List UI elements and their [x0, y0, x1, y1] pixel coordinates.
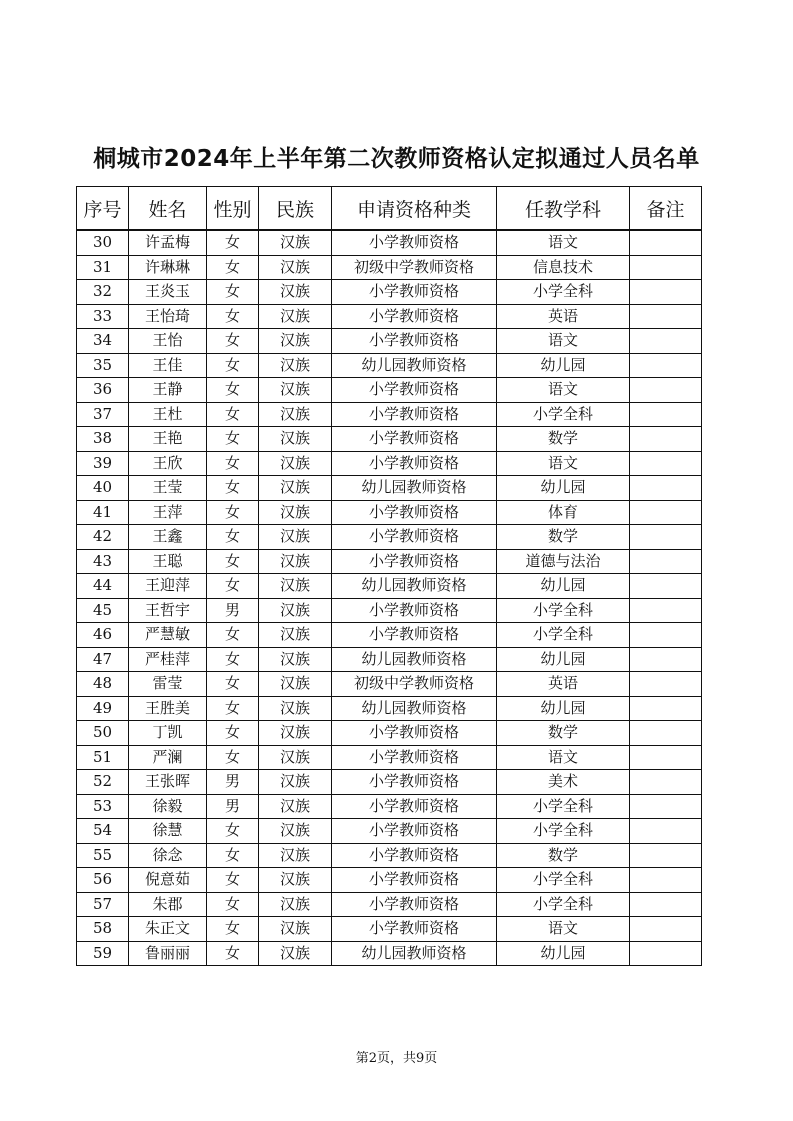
cell-gender: 男: [207, 794, 259, 819]
table-row: [77, 868, 702, 893]
roster-table: [76, 186, 702, 966]
cell-no: 39: [77, 451, 129, 476]
cell-remark: [630, 819, 702, 844]
cell-ethnicity: 汉族: [259, 476, 332, 501]
cell-name: 严慧敏: [129, 623, 207, 648]
cell-gender: 男: [207, 770, 259, 795]
cell-subject: 语文: [497, 745, 630, 770]
cell-remark: [630, 402, 702, 427]
cell-gender: 男: [207, 598, 259, 623]
cell-gender: 女: [207, 623, 259, 648]
table-row: [77, 500, 702, 525]
cell-name: 严桂萍: [129, 647, 207, 672]
cell-subject: 信息技术: [497, 255, 630, 280]
cell-remark: [630, 304, 702, 329]
cell-no: 30: [77, 230, 129, 255]
table-row: [77, 745, 702, 770]
cell-gender: 女: [207, 402, 259, 427]
cell-ethnicity: 汉族: [259, 917, 332, 942]
cell-subject: 体育: [497, 500, 630, 525]
header-row: [77, 187, 702, 231]
cell-ethnicity: 汉族: [259, 549, 332, 574]
cell-qualification: 幼儿园教师资格: [332, 574, 497, 599]
col-header-remark: 备注: [630, 187, 702, 231]
table-row: [77, 476, 702, 501]
cell-qualification: 小学教师资格: [332, 770, 497, 795]
cell-ethnicity: 汉族: [259, 868, 332, 893]
cell-subject: 小学全科: [497, 598, 630, 623]
cell-subject: 幼儿园: [497, 941, 630, 966]
cell-name: 朱正文: [129, 917, 207, 942]
cell-subject: 美术: [497, 770, 630, 795]
cell-qualification: 幼儿园教师资格: [332, 647, 497, 672]
cell-qualification: 小学教师资格: [332, 500, 497, 525]
cell-name: 王哲宇: [129, 598, 207, 623]
cell-name: 王胜美: [129, 696, 207, 721]
table-row: [77, 230, 702, 255]
cell-remark: [630, 917, 702, 942]
cell-qualification: 小学教师资格: [332, 304, 497, 329]
cell-ethnicity: 汉族: [259, 892, 332, 917]
cell-qualification: 幼儿园教师资格: [332, 353, 497, 378]
table-row: [77, 892, 702, 917]
cell-subject: 幼儿园: [497, 696, 630, 721]
cell-remark: [630, 378, 702, 403]
table-row: [77, 696, 702, 721]
cell-ethnicity: 汉族: [259, 451, 332, 476]
cell-subject: 语文: [497, 230, 630, 255]
cell-no: 52: [77, 770, 129, 795]
cell-name: 倪意茹: [129, 868, 207, 893]
cell-qualification: 小学教师资格: [332, 280, 497, 305]
table-row: [77, 378, 702, 403]
table-row: [77, 255, 702, 280]
cell-gender: 女: [207, 476, 259, 501]
cell-ethnicity: 汉族: [259, 525, 332, 550]
table-row: [77, 451, 702, 476]
cell-no: 59: [77, 941, 129, 966]
cell-remark: [630, 794, 702, 819]
cell-gender: 女: [207, 892, 259, 917]
cell-qualification: 小学教师资格: [332, 794, 497, 819]
cell-ethnicity: 汉族: [259, 353, 332, 378]
cell-no: 40: [77, 476, 129, 501]
cell-no: 54: [77, 819, 129, 844]
table-row: [77, 917, 702, 942]
cell-remark: [630, 941, 702, 966]
table-row: [77, 721, 702, 746]
cell-name: 许孟梅: [129, 230, 207, 255]
cell-remark: [630, 868, 702, 893]
cell-qualification: 幼儿园教师资格: [332, 696, 497, 721]
cell-gender: 女: [207, 280, 259, 305]
cell-qualification: 小学教师资格: [332, 402, 497, 427]
cell-subject: 道德与法治: [497, 549, 630, 574]
cell-remark: [630, 255, 702, 280]
cell-name: 王聪: [129, 549, 207, 574]
cell-no: 50: [77, 721, 129, 746]
cell-gender: 女: [207, 329, 259, 354]
cell-subject: 语文: [497, 378, 630, 403]
cell-no: 32: [77, 280, 129, 305]
cell-qualification: 小学教师资格: [332, 843, 497, 868]
cell-name: 徐毅: [129, 794, 207, 819]
cell-remark: [630, 696, 702, 721]
cell-qualification: 幼儿园教师资格: [332, 476, 497, 501]
cell-subject: 小学全科: [497, 819, 630, 844]
cell-name: 朱郡: [129, 892, 207, 917]
table-row: [77, 647, 702, 672]
cell-ethnicity: 汉族: [259, 696, 332, 721]
cell-no: 46: [77, 623, 129, 648]
cell-subject: 幼儿园: [497, 647, 630, 672]
cell-gender: 女: [207, 304, 259, 329]
cell-ethnicity: 汉族: [259, 794, 332, 819]
cell-ethnicity: 汉族: [259, 745, 332, 770]
cell-no: 56: [77, 868, 129, 893]
cell-remark: [630, 745, 702, 770]
cell-no: 45: [77, 598, 129, 623]
cell-ethnicity: 汉族: [259, 500, 332, 525]
cell-no: 42: [77, 525, 129, 550]
cell-ethnicity: 汉族: [259, 941, 332, 966]
cell-gender: 女: [207, 255, 259, 280]
cell-ethnicity: 汉族: [259, 304, 332, 329]
cell-subject: 小学全科: [497, 892, 630, 917]
cell-name: 王张晖: [129, 770, 207, 795]
cell-name: 王炎玉: [129, 280, 207, 305]
cell-qualification: 小学教师资格: [332, 917, 497, 942]
cell-name: 雷莹: [129, 672, 207, 697]
cell-remark: [630, 721, 702, 746]
cell-gender: 女: [207, 941, 259, 966]
cell-ethnicity: 汉族: [259, 280, 332, 305]
cell-ethnicity: 汉族: [259, 329, 332, 354]
cell-name: 王怡: [129, 329, 207, 354]
cell-subject: 小学全科: [497, 280, 630, 305]
cell-qualification: 小学教师资格: [332, 721, 497, 746]
cell-ethnicity: 汉族: [259, 574, 332, 599]
table-row: [77, 819, 702, 844]
table-row: [77, 794, 702, 819]
cell-no: 35: [77, 353, 129, 378]
table-row: [77, 353, 702, 378]
cell-subject: 语文: [497, 329, 630, 354]
cell-subject: 小学全科: [497, 623, 630, 648]
cell-qualification: 小学教师资格: [332, 892, 497, 917]
cell-qualification: 小学教师资格: [332, 427, 497, 452]
table-row: [77, 304, 702, 329]
table-row: [77, 329, 702, 354]
cell-name: 王萍: [129, 500, 207, 525]
table-row: [77, 770, 702, 795]
cell-subject: 小学全科: [497, 868, 630, 893]
cell-subject: 语文: [497, 451, 630, 476]
table-row: [77, 598, 702, 623]
cell-remark: [630, 623, 702, 648]
cell-subject: 幼儿园: [497, 476, 630, 501]
cell-ethnicity: 汉族: [259, 843, 332, 868]
cell-remark: [630, 843, 702, 868]
table-row: [77, 574, 702, 599]
cell-qualification: 初级中学教师资格: [332, 255, 497, 280]
cell-gender: 女: [207, 917, 259, 942]
cell-name: 丁凯: [129, 721, 207, 746]
page-title: 桐城市2024年上半年第二次教师资格认定拟通过人员名单: [93, 146, 700, 172]
cell-ethnicity: 汉族: [259, 378, 332, 403]
cell-remark: [630, 672, 702, 697]
cell-name: 王杜: [129, 402, 207, 427]
cell-qualification: 小学教师资格: [332, 623, 497, 648]
cell-no: 33: [77, 304, 129, 329]
cell-qualification: 小学教师资格: [332, 329, 497, 354]
cell-ethnicity: 汉族: [259, 672, 332, 697]
cell-remark: [630, 427, 702, 452]
cell-name: 王佳: [129, 353, 207, 378]
cell-remark: [630, 280, 702, 305]
cell-qualification: 小学教师资格: [332, 378, 497, 403]
table-row: [77, 843, 702, 868]
cell-ethnicity: 汉族: [259, 623, 332, 648]
cell-remark: [630, 476, 702, 501]
page-number: 第2页，共9页: [355, 1051, 438, 1066]
cell-remark: [630, 329, 702, 354]
cell-ethnicity: 汉族: [259, 819, 332, 844]
cell-subject: 数学: [497, 721, 630, 746]
cell-name: 王迎萍: [129, 574, 207, 599]
cell-subject: 小学全科: [497, 402, 630, 427]
cell-remark: [630, 647, 702, 672]
cell-name: 徐念: [129, 843, 207, 868]
table-row: [77, 549, 702, 574]
cell-ethnicity: 汉族: [259, 230, 332, 255]
cell-qualification: 幼儿园教师资格: [332, 941, 497, 966]
col-header-qualification: 申请资格种类: [332, 187, 497, 231]
table-row: [77, 672, 702, 697]
cell-no: 55: [77, 843, 129, 868]
cell-ethnicity: 汉族: [259, 721, 332, 746]
cell-ethnicity: 汉族: [259, 598, 332, 623]
cell-remark: [630, 525, 702, 550]
cell-name: 王鑫: [129, 525, 207, 550]
cell-no: 57: [77, 892, 129, 917]
cell-qualification: 小学教师资格: [332, 549, 497, 574]
cell-no: 44: [77, 574, 129, 599]
table-row: [77, 525, 702, 550]
table-row: [77, 427, 702, 452]
col-header-ethnicity: 民族: [259, 187, 332, 231]
cell-qualification: 初级中学教师资格: [332, 672, 497, 697]
cell-gender: 女: [207, 819, 259, 844]
cell-remark: [630, 500, 702, 525]
cell-gender: 女: [207, 451, 259, 476]
cell-ethnicity: 汉族: [259, 255, 332, 280]
roster-body: [77, 230, 702, 966]
table-row: [77, 941, 702, 966]
cell-no: 49: [77, 696, 129, 721]
cell-name: 鲁丽丽: [129, 941, 207, 966]
cell-no: 53: [77, 794, 129, 819]
cell-qualification: 小学教师资格: [332, 868, 497, 893]
cell-subject: 数学: [497, 843, 630, 868]
cell-gender: 女: [207, 672, 259, 697]
cell-no: 58: [77, 917, 129, 942]
cell-gender: 女: [207, 647, 259, 672]
col-header-gender: 性别: [207, 187, 259, 231]
cell-gender: 女: [207, 500, 259, 525]
col-header-subject: 任教学科: [497, 187, 630, 231]
col-header-name: 姓名: [129, 187, 207, 231]
cell-gender: 女: [207, 721, 259, 746]
cell-remark: [630, 598, 702, 623]
cell-qualification: 小学教师资格: [332, 819, 497, 844]
col-header-no: 序号: [77, 187, 129, 231]
cell-remark: [630, 770, 702, 795]
cell-qualification: 小学教师资格: [332, 525, 497, 550]
cell-subject: 英语: [497, 304, 630, 329]
table-row: [77, 280, 702, 305]
cell-ethnicity: 汉族: [259, 647, 332, 672]
cell-remark: [630, 353, 702, 378]
cell-no: 31: [77, 255, 129, 280]
cell-remark: [630, 574, 702, 599]
cell-no: 41: [77, 500, 129, 525]
cell-gender: 女: [207, 868, 259, 893]
cell-qualification: 小学教师资格: [332, 745, 497, 770]
cell-name: 徐慧: [129, 819, 207, 844]
cell-remark: [630, 549, 702, 574]
cell-subject: 小学全科: [497, 794, 630, 819]
cell-name: 王怡琦: [129, 304, 207, 329]
cell-no: 38: [77, 427, 129, 452]
cell-subject: 数学: [497, 427, 630, 452]
cell-remark: [630, 451, 702, 476]
cell-gender: 女: [207, 696, 259, 721]
cell-gender: 女: [207, 427, 259, 452]
cell-no: 47: [77, 647, 129, 672]
cell-no: 48: [77, 672, 129, 697]
cell-gender: 女: [207, 378, 259, 403]
cell-no: 43: [77, 549, 129, 574]
cell-gender: 女: [207, 843, 259, 868]
cell-subject: 英语: [497, 672, 630, 697]
cell-name: 王艳: [129, 427, 207, 452]
cell-no: 51: [77, 745, 129, 770]
table-row: [77, 402, 702, 427]
cell-subject: 幼儿园: [497, 353, 630, 378]
cell-name: 王欣: [129, 451, 207, 476]
cell-remark: [630, 230, 702, 255]
cell-ethnicity: 汉族: [259, 770, 332, 795]
cell-no: 37: [77, 402, 129, 427]
cell-gender: 女: [207, 745, 259, 770]
cell-subject: 幼儿园: [497, 574, 630, 599]
cell-name: 严澜: [129, 745, 207, 770]
cell-gender: 女: [207, 525, 259, 550]
cell-no: 34: [77, 329, 129, 354]
cell-gender: 女: [207, 353, 259, 378]
cell-subject: 语文: [497, 917, 630, 942]
cell-gender: 女: [207, 230, 259, 255]
cell-remark: [630, 892, 702, 917]
cell-ethnicity: 汉族: [259, 427, 332, 452]
cell-no: 36: [77, 378, 129, 403]
cell-ethnicity: 汉族: [259, 402, 332, 427]
table-row: [77, 623, 702, 648]
cell-name: 许琳琳: [129, 255, 207, 280]
cell-subject: 数学: [497, 525, 630, 550]
cell-name: 王静: [129, 378, 207, 403]
cell-name: 王莹: [129, 476, 207, 501]
cell-gender: 女: [207, 549, 259, 574]
cell-qualification: 小学教师资格: [332, 230, 497, 255]
cell-gender: 女: [207, 574, 259, 599]
cell-qualification: 小学教师资格: [332, 598, 497, 623]
cell-qualification: 小学教师资格: [332, 451, 497, 476]
